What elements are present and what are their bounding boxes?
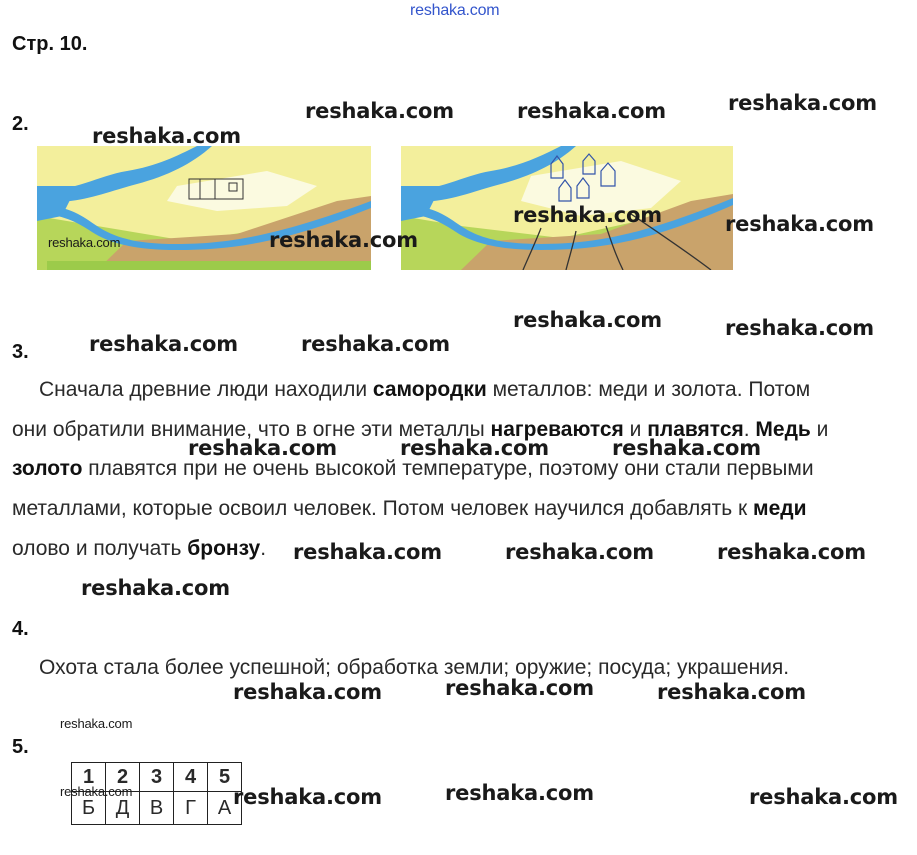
page-heading: Стр. 10. [12, 33, 88, 55]
answer-table-header: 2 [106, 763, 140, 792]
term-plavyatsya: плавятся [647, 418, 744, 441]
watermark: reshaka.com [725, 212, 874, 236]
watermark: reshaka.com [445, 781, 594, 805]
watermark: reshaka.com [400, 436, 549, 460]
answer-table-cell: Г [174, 792, 208, 825]
watermark: reshaka.com [517, 99, 666, 123]
term-samorodki: самородки [372, 378, 487, 401]
watermark: reshaka.com [513, 203, 662, 227]
answer-table-cell: А [208, 792, 242, 825]
watermark-top: reshaka.com [410, 2, 500, 19]
term-med: Медь [755, 418, 811, 441]
term-medi: меди [753, 497, 807, 520]
term-nagrevayutsya: нагреваются [490, 418, 624, 441]
watermark: reshaka.com [233, 680, 382, 704]
watermark: reshaka.com [717, 540, 866, 564]
answer-table-cell: В [140, 792, 174, 825]
task-3-line-2: они обратили внимание, что в огне эти металлы нагреваются и плавятся. Медь и [12, 418, 829, 441]
watermark: reshaka.com [301, 332, 450, 356]
task-3-line-3: золото плавятся при не очень высокой температуре, поэтому они стали первыми [12, 457, 814, 480]
answer-table-header: 4 [174, 763, 208, 792]
answer-table-header: 1 [72, 763, 106, 792]
watermark: reshaka.com [81, 576, 230, 600]
watermark: reshaka.com [293, 540, 442, 564]
task-2-number: 2. [12, 113, 29, 135]
answer-table-header: 3 [140, 763, 174, 792]
task-4-number: 4. [12, 618, 29, 640]
answer-table-cell: Б [72, 792, 106, 825]
task-3-line-1: Сначала древние люди находили самородки металлов: меди и золота. Потом [39, 378, 811, 401]
watermark: reshaka.com [305, 99, 454, 123]
watermark: reshaka.com [60, 784, 133, 799]
watermark: reshaka.com [612, 436, 761, 460]
answer-table-header: 5 [208, 763, 242, 792]
watermark: reshaka.com [188, 436, 337, 460]
watermark: reshaka.com [48, 235, 121, 250]
watermark: reshaka.com [725, 316, 874, 340]
answer-table-cell: Д [106, 792, 140, 825]
watermark: reshaka.com [445, 676, 594, 700]
watermark: reshaka.com [749, 785, 898, 809]
task-3-line-4: металлами, которые освоил человек. Потом человек научился добавлять к меди [12, 497, 807, 520]
watermark: reshaka.com [657, 680, 806, 704]
watermark: reshaka.com [505, 540, 654, 564]
watermark: reshaka.com [728, 91, 877, 115]
task-4-answer: Охота стала более успешной; обработка земли; оружие; посуда; украшения. [39, 656, 790, 679]
watermark: reshaka.com [269, 228, 418, 252]
task-5-number: 5. [12, 736, 29, 758]
term-bronzu: бронзу [187, 537, 261, 560]
watermark: reshaka.com [89, 332, 238, 356]
task-3-number: 3. [12, 341, 29, 363]
watermark: reshaka.com [233, 785, 382, 809]
task-3-line-5: олово и получать бронзу. [12, 537, 267, 560]
term-zoloto: золото [12, 457, 83, 480]
watermark: reshaka.com [92, 124, 241, 148]
watermark: reshaka.com [513, 308, 662, 332]
watermark: reshaka.com [60, 716, 133, 731]
